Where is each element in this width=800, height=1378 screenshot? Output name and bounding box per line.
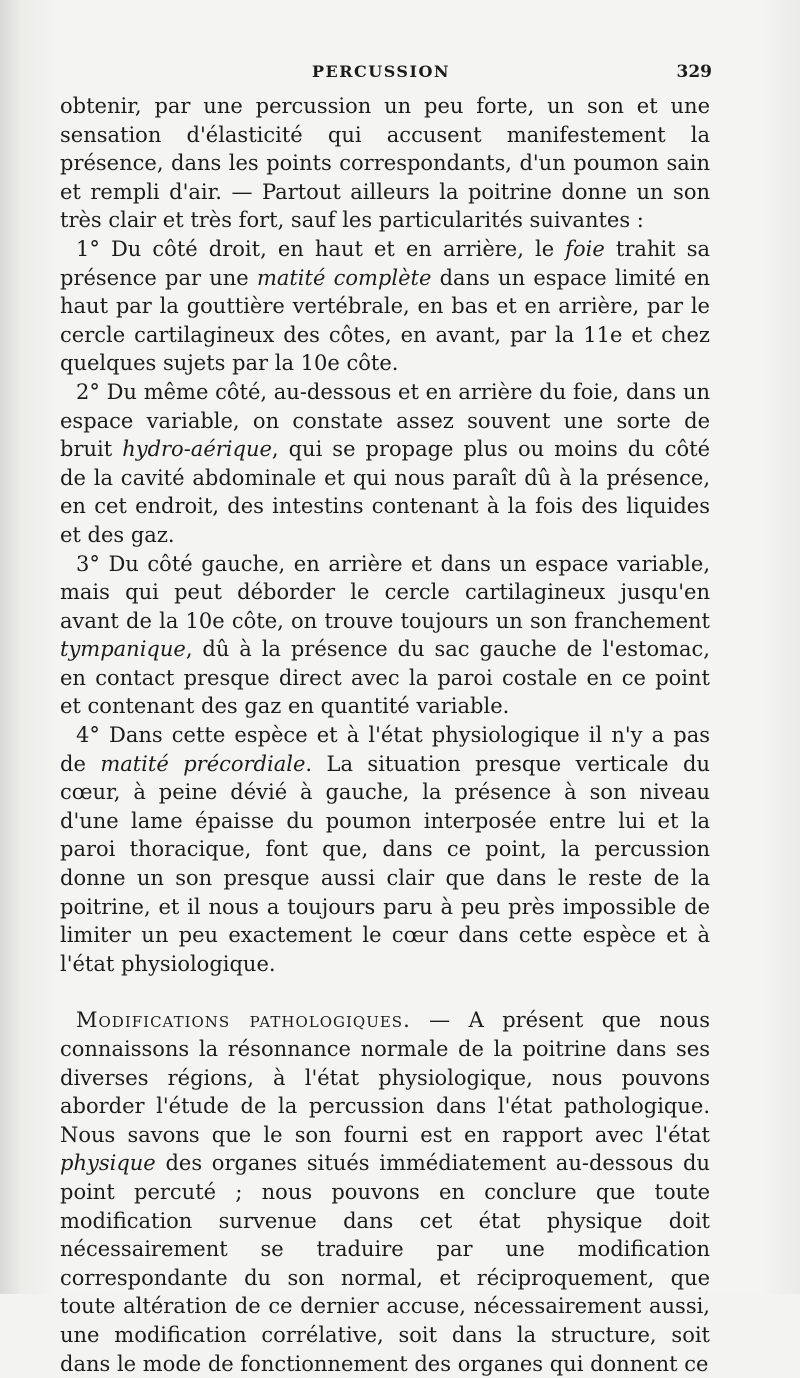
paragraph-point-3: [60, 550, 710, 722]
text-run: dans un espace limité en haut par la gouttière vertébrale, en bas et en arrière, par le cercle cartilagineux des côtes, en avant, par la 11e et chez quelques sujets par la 10e côte.: [60, 265, 710, 376]
text-run: , qui se propage plus ou moins du côté de la cavité abdominale et qui nous paraît dû à la présence, en cet endroit, des intestins contenant à la fois des liquides et des gaz.: [60, 437, 710, 547]
paragraph-continuation: [60, 92, 710, 235]
paragraph-point-2: [60, 378, 710, 550]
body-text: [60, 92, 710, 1378]
text-run: 4° Dans cette espèce et à l'état physiologique il n'y a pas de: [60, 723, 710, 776]
page-header: [62, 58, 712, 88]
italic-term: hydro-aérique: [122, 437, 272, 462]
paragraph-pathological-modifications: [60, 1006, 710, 1378]
text-run: 2° Du même côté, au-dessous et en arrière du foie, dans un espace variable, on constate assez souvent une sorte de bruit: [60, 379, 710, 462]
italic-term: matité complète: [256, 265, 432, 290]
section-heading: Modifications pathologiques.: [76, 1008, 411, 1033]
text-run: 3° Du côté gauche, en arrière et dans un espace variable, mais qui peut déborder le cercle cartilagineux jusqu'en avant de la 10e côte, on trouve toujours un son franchement: [60, 551, 710, 633]
italic-term: physique: [60, 1151, 156, 1176]
italic-term: foie: [565, 236, 605, 261]
text-run: 1° Du côté droit, en haut et en arrière, le: [76, 236, 566, 261]
text-run: — A présent que nous connaissons la résonnance normale de la poitrine dans ses diverses régions, à l'état physiologique, nous pouvons aborder l'étude de la percussion dans l'état pathologique. Nous savons que le son fourni est en rapport avec l'état: [60, 1008, 710, 1147]
text-run: des organes situés immédiatement au-dessous du point percuté ; nous pouvons en conclure que toute modification survenue dans cet état physique doit nécessairement se traduire par une modification correspondante du son normal, et réciproquement, que toute altération de ce dernier accuse, nécessairement aussi, une modification corrélative, soit dans la structure, soit dans le mode de fonctionnement des organes qui donnent ce: [60, 1151, 710, 1376]
paragraph-point-1: [60, 235, 710, 378]
paragraph-point-4: [60, 721, 710, 978]
italic-term: matité précordiale: [100, 751, 306, 776]
page-number: 329: [676, 62, 712, 82]
italic-term: tympanique: [60, 637, 186, 662]
text-run: trahit sa présence par une: [60, 236, 711, 290]
text-run: . La situation presque verticale du cœur, à peine dévié à gauche, la présence à son niveau d'une lame épaisse du poumon interposée entre lui et la paroi thoracique, font que, dans ce point, la percussion donne un son presque aussi clair que dans le reste de la poitrine, et il nous a toujours paru à peu près impossible de limiter un peu exactement le cœur dans cette espèce et à l'état physiologique.: [60, 751, 710, 976]
running-title: PERCUSSION: [312, 62, 451, 81]
paragraph-text: obtenir, par une percussion un peu forte, un son et une sensation d'élasticité qui accusent manifestement la présence, dans les points correspondants, d'un poumon sain et rempli d'air. — Partout ailleurs la poitrine donne un son très clair et très fort, sauf les particularités suivantes :: [60, 94, 710, 233]
text-run: , dû à la présence du sac gauche de l'estomac, en contact presque direct avec la paroi costale en ce point et contenant des gaz en quantité variable.: [60, 637, 710, 719]
